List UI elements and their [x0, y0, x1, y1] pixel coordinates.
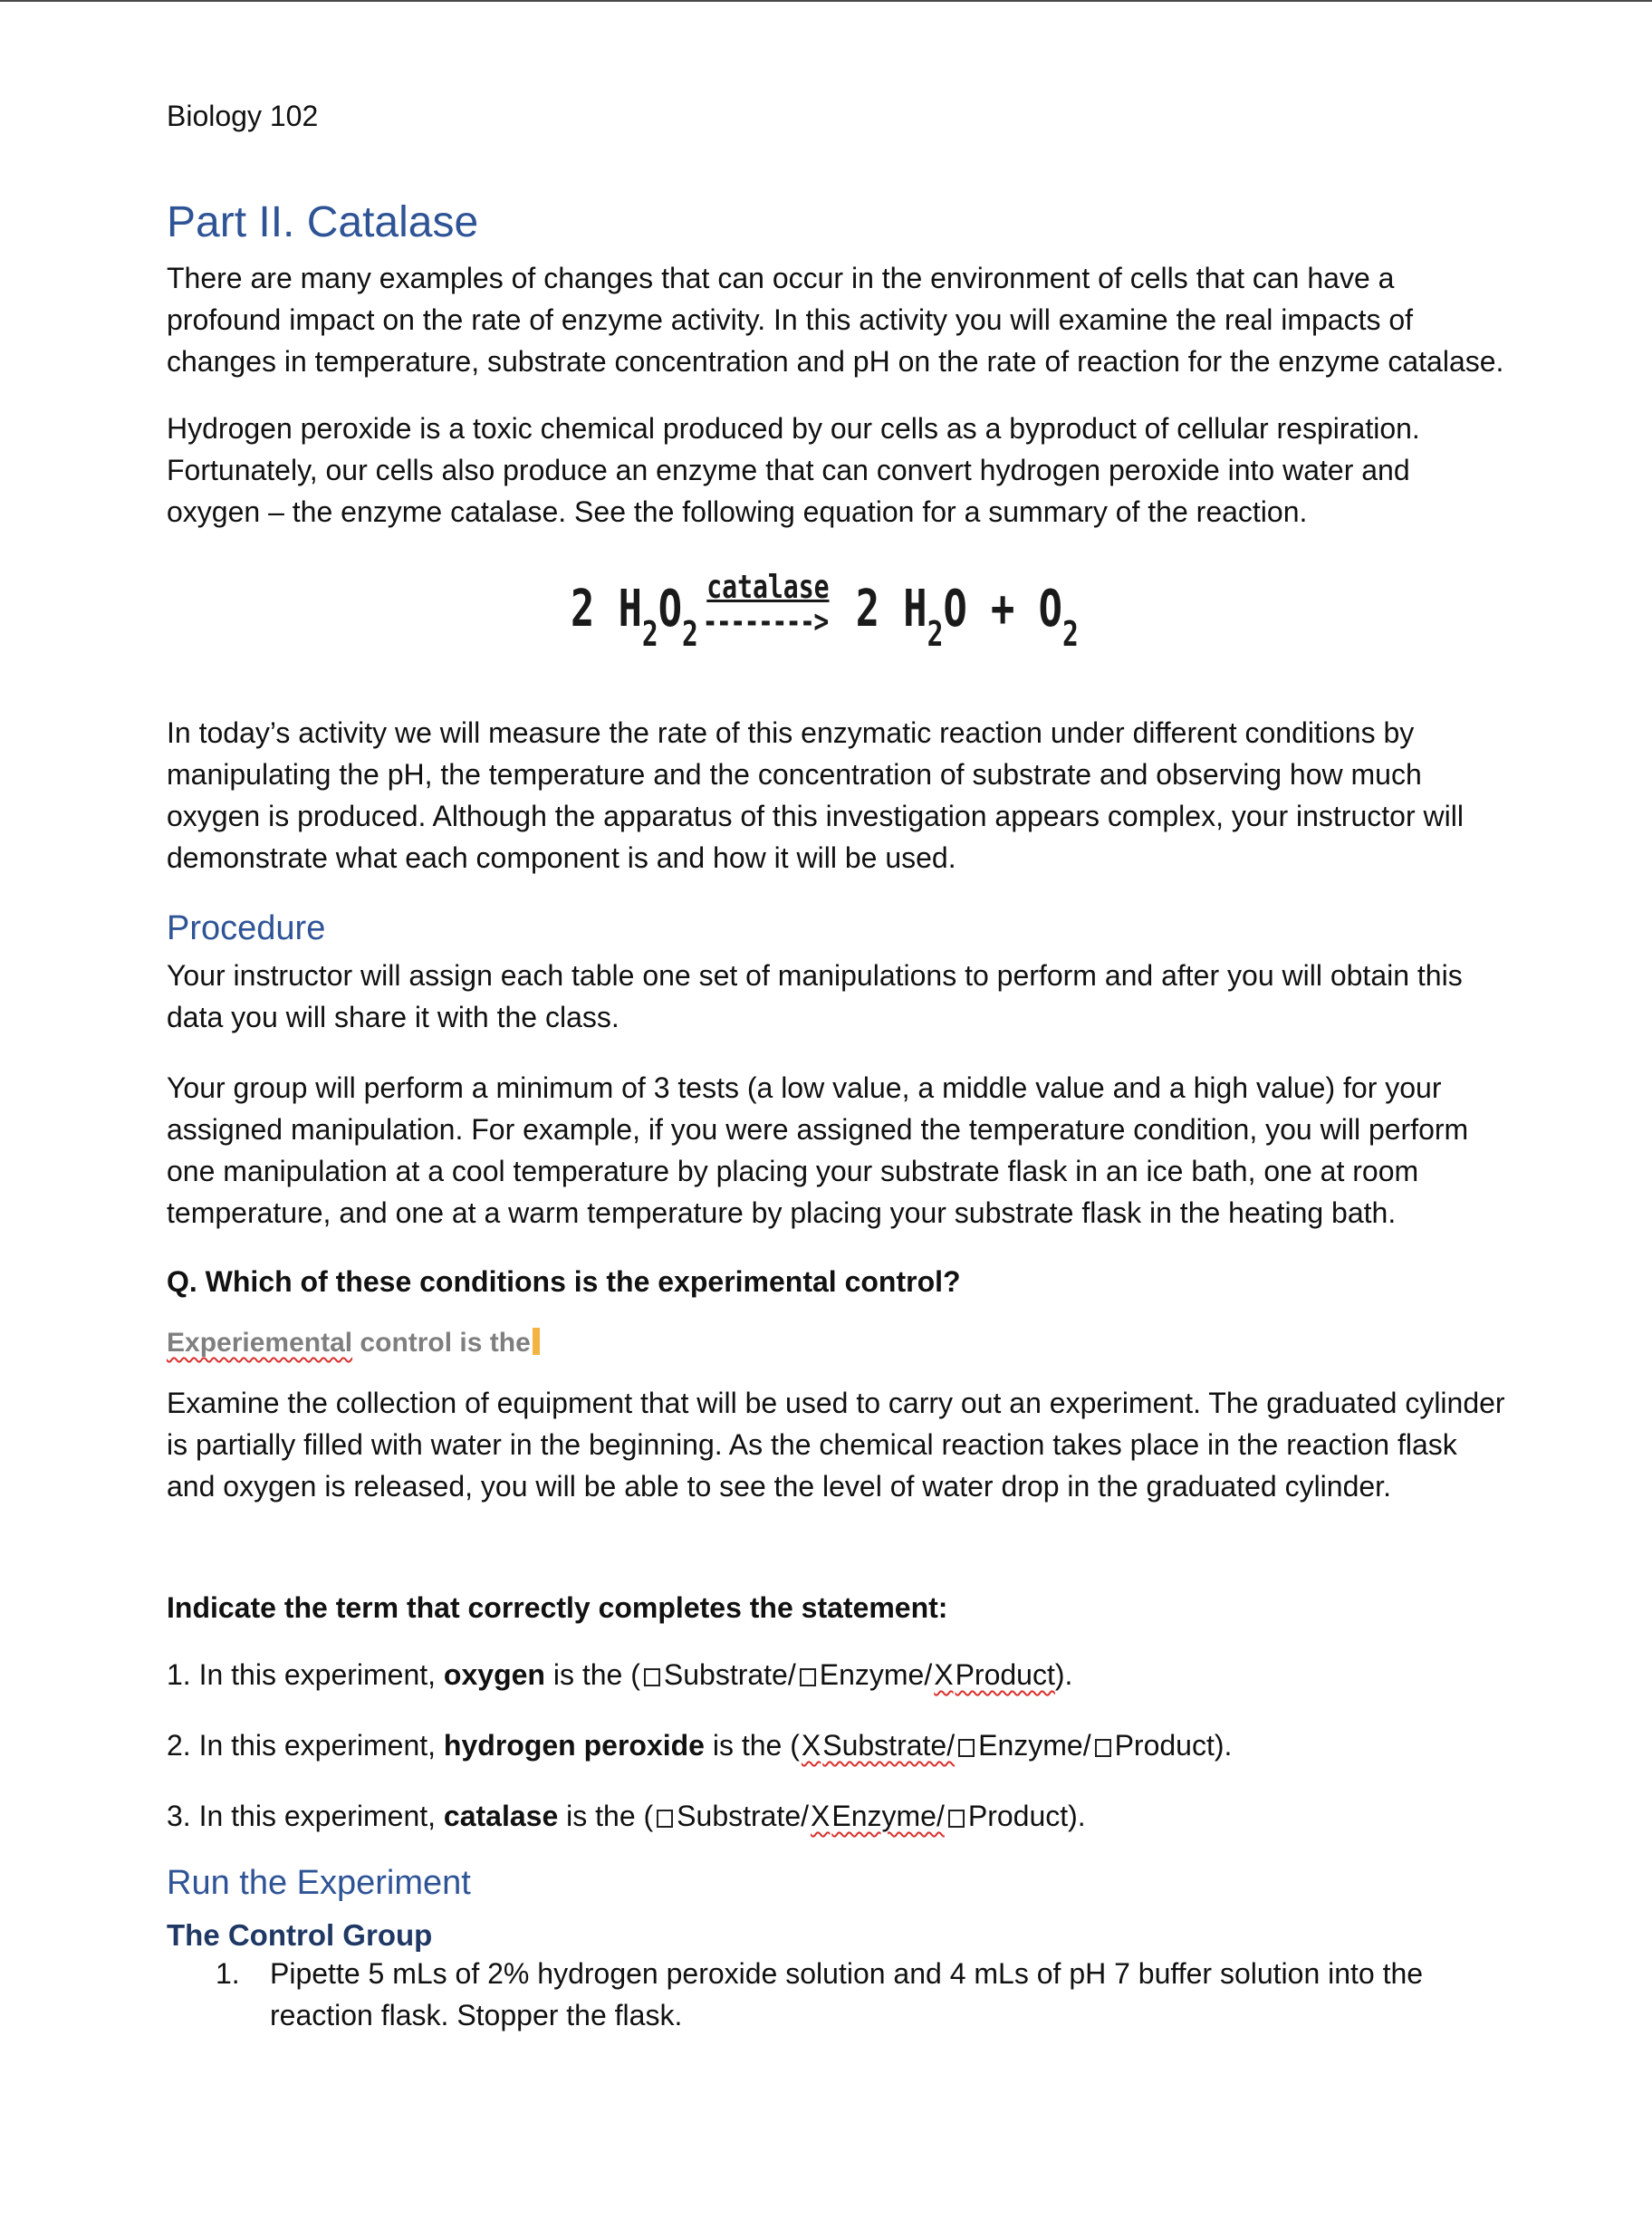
- step-number: 1.: [216, 1957, 240, 1990]
- rhs-sub-h: 2: [927, 614, 944, 654]
- plus-sign: +: [991, 580, 1015, 639]
- checkbox-substrate[interactable]: [644, 1668, 660, 1686]
- option-substrate: Substrate/: [663, 1658, 796, 1691]
- statement-mid: is the (: [558, 1800, 654, 1832]
- option-product: Product: [1114, 1729, 1215, 1762]
- lhs-sub-h: 2: [641, 614, 658, 654]
- option-product: Product: [955, 1658, 1055, 1691]
- activity-paragraph: In today’s activity we will measure the rate of this enzymatic reaction under different conditions by manipulating the pH, the temperature and the concentration of substrate and observing how much oxygen is produced. Although the apparatus of this investigation appears complex, your instructor will demonstrate what each component is and how it will be used.: [167, 716, 1464, 874]
- answer-text: control is the: [352, 1328, 531, 1358]
- option-enzyme: Enzyme/: [978, 1729, 1091, 1762]
- statement-term: oxygen: [443, 1658, 545, 1691]
- x-mark: X: [801, 1729, 821, 1762]
- run-experiment-heading: Run the Experiment: [167, 1864, 471, 1902]
- equipment-paragraph: Examine the collection of equipment that will be used to carry out an experiment. The graduated cylinder is partially filled with water in the beginning. As the chemical reaction takes place in the reaction flask and oxygen is released, you will be able to see the level of water drop in the graduated cylinder.: [167, 1387, 1505, 1503]
- lhs-o: O: [658, 580, 683, 639]
- lhs-h: H: [618, 580, 642, 639]
- option-product: Product: [967, 1800, 1069, 1832]
- rhs-h: H: [903, 580, 927, 639]
- x-mark: X: [811, 1800, 831, 1832]
- control-question: Q. Which of these conditions is the experimental control?: [167, 1265, 961, 1298]
- procedure-paragraph-1: Your instructor will assign each table one set of manipulations to perform and after you will obtain this data you will share it with the class.: [167, 959, 1463, 1033]
- checkbox-enzyme[interactable]: [800, 1668, 816, 1686]
- arrow-label: catalase: [706, 569, 830, 606]
- step-text: Pipette 5 mLs of 2% hydrogen peroxide solution and 4 mLs of pH 7 buffer solution into the reaction flask. Stopper the flask.: [270, 1957, 1424, 2031]
- statement-3: [167, 1795, 1507, 1837]
- rhs-coefficient: 2: [855, 580, 879, 639]
- statement-mid: is the (: [704, 1729, 800, 1762]
- text-cursor: [533, 1328, 540, 1355]
- x-mark: X: [934, 1658, 954, 1691]
- rhs-o: O: [943, 580, 967, 639]
- reaction-arrow: [702, 569, 830, 645]
- option-substrate: Substrate/: [677, 1800, 810, 1832]
- statement-term: hydrogen peroxide: [443, 1729, 705, 1762]
- reaction-equation: [571, 569, 1079, 679]
- statement-1: [167, 1654, 1507, 1695]
- intro-paragraph-1: There are many examples of changes that can occur in the environment of cells that can have a profound impact on the rate of enzyme activity. In this activity you will examine the real impacts of changes in temperature, substrate concentration and pH on the rate of reaction for the enzyme catalase.: [167, 262, 1504, 378]
- checkbox-enzyme[interactable]: [958, 1739, 975, 1757]
- top-rule: [0, 0, 1652, 2]
- rhs-o2: O: [1038, 580, 1062, 639]
- procedure-paragraph-2: Your group will perform a minimum of 3 tests (a low value, a middle value and a high value) for your assigned manipulation. For example, if you were assigned the temperature condition, you will perform one manipulation at a cool temperature by placing your substrate flask in an ice bath, one at room temperature, and one at a warm temperature by placing your substrate flask in the heating bath.: [167, 1071, 1469, 1229]
- checkbox-product[interactable]: [948, 1810, 965, 1828]
- statement-term: catalase: [443, 1800, 559, 1832]
- misspelled-word: Experiemental: [167, 1328, 353, 1358]
- arrow-line: -------->: [702, 603, 828, 640]
- statement-suffix: ).: [1214, 1729, 1233, 1762]
- checkbox-substrate[interactable]: [657, 1810, 673, 1828]
- part-title: Part II. Catalase: [167, 198, 479, 246]
- selected-product[interactable]: [932, 1658, 1055, 1691]
- rhs-sub-o2: 2: [1061, 614, 1079, 654]
- option-enzyme: Enzyme/: [819, 1658, 933, 1691]
- statement-suffix: ).: [1068, 1800, 1086, 1832]
- statements-title: Indicate the term that correctly completes the statement:: [167, 1591, 948, 1624]
- statement-prefix: 2. In this experiment,: [167, 1729, 444, 1762]
- intro-paragraph-2: Hydrogen peroxide is a toxic chemical produced by our cells as a byproduct of cellular respiration. Fortunately, our cells also produce an enzyme that can convert hydrogen peroxide into water and oxygen – the enzyme catalase. See the following equation for a summary of the reaction.: [167, 412, 1420, 528]
- control-group-heading: The Control Group: [167, 1918, 433, 1952]
- checkbox-product[interactable]: [1095, 1739, 1111, 1757]
- option-enzyme: Enzyme/: [831, 1800, 945, 1832]
- statement-suffix: ).: [1054, 1658, 1073, 1691]
- statement-prefix: 3. In this experiment,: [167, 1800, 444, 1832]
- statement-mid: is the (: [544, 1658, 640, 1691]
- lhs-sub-o: 2: [682, 614, 698, 654]
- selected-enzyme[interactable]: [809, 1800, 945, 1832]
- statement-prefix: 1. In this experiment,: [167, 1658, 444, 1691]
- course-header: Biology 102: [167, 100, 319, 132]
- selected-substrate[interactable]: [800, 1729, 955, 1762]
- answer-field[interactable]: [167, 1324, 1507, 1362]
- statement-2: [167, 1724, 1507, 1766]
- procedure-heading: Procedure: [167, 909, 326, 947]
- lhs-coefficient: 2: [571, 580, 595, 639]
- option-substrate: Substrate/: [822, 1729, 956, 1762]
